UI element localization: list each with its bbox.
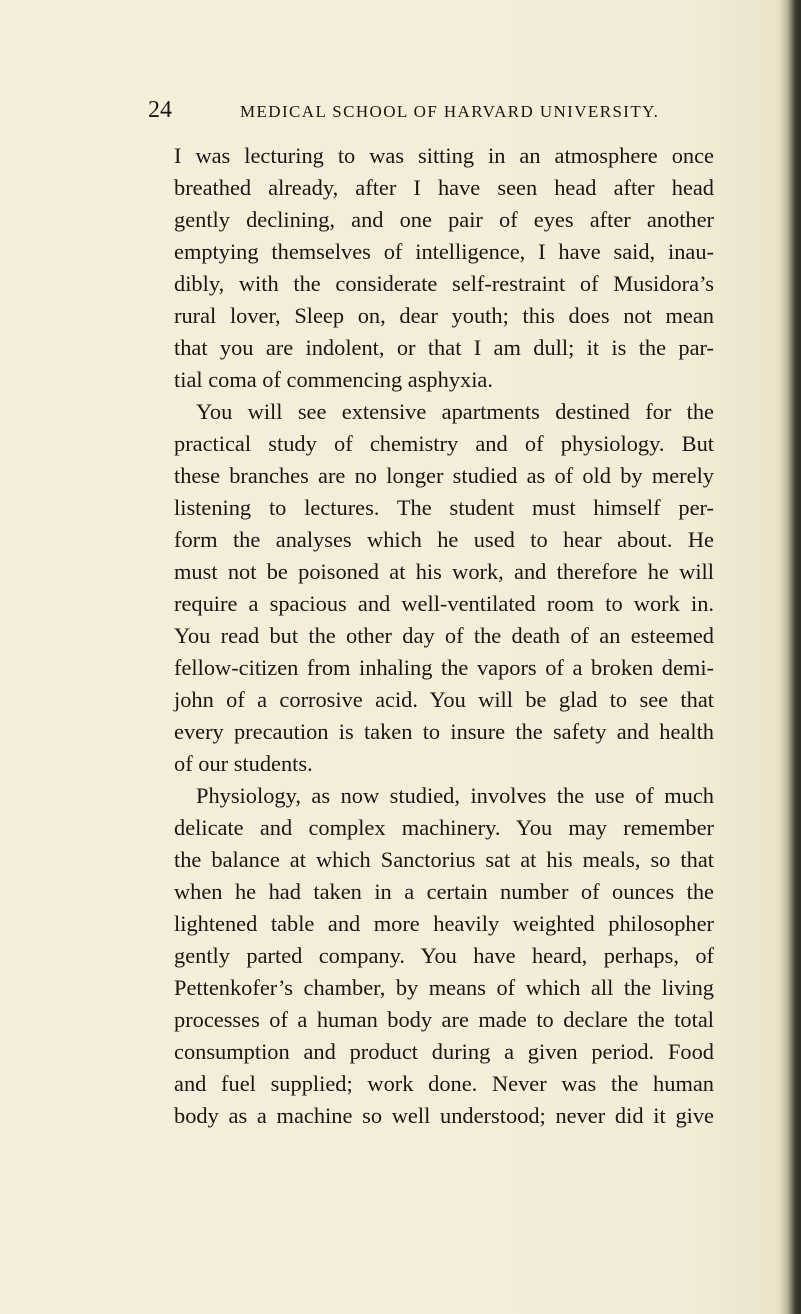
paragraph-start-line: You will see extensive apartments destined for the [196, 399, 714, 424]
text-line: these branches are no longer studied as of old by merely [174, 463, 714, 488]
text-line: emptying themselves of intelligence, I have said, inau- [174, 239, 714, 264]
text-line: lightened table and more heavily weighted philosopher [174, 911, 714, 936]
text-line: rural lover, Sleep on, dear youth; this does not mean [174, 303, 714, 328]
text-line: require a spacious and well-ventilated room to work in. [174, 591, 714, 616]
text-line: You read but the other day of the death of an esteemed [174, 623, 714, 648]
text-line: dibly, with the considerate self-restraint of Musidora’s [174, 271, 714, 296]
text-line: and fuel supplied; work done. Never was the human [174, 1071, 714, 1096]
text-line: I was lecturing to was sitting in an atmosphere once [174, 143, 714, 168]
text-line: breathed already, after I have seen head after head [174, 175, 714, 200]
body-text [174, 140, 714, 1132]
text-line: form the analyses which he used to hear about. He [174, 527, 714, 552]
text-line: gently parted company. You have heard, perhaps, of [174, 943, 714, 968]
text-line: processes of a human body are made to declare the total [174, 1007, 714, 1032]
page-number: 24 [148, 97, 172, 123]
text-line: the balance at which Sanctorius sat at his meals, so that [174, 847, 714, 872]
text-line: consumption and product during a given period. Food [174, 1039, 714, 1064]
text-line: every precaution is taken to insure the safety and health [174, 719, 714, 744]
text-line: Pettenkofer’s chamber, by means of which all the living [174, 975, 714, 1000]
text-line: practical study of chemistry and of physiology. But [174, 431, 714, 456]
running-head: MEDICAL SCHOOL OF HARVARD UNIVERSITY. [240, 102, 660, 121]
text-line: must not be poisoned at his work, and therefore he will [174, 559, 714, 584]
text-line: delicate and complex machinery. You may remember [174, 815, 714, 840]
page-edge-shadow [779, 0, 801, 1314]
page-header [148, 92, 708, 128]
paragraph-start-line: Physiology, as now studied, involves the use of much [196, 783, 714, 808]
text-line: gently declining, and one pair of eyes after another [174, 207, 714, 232]
text-line: john of a corrosive acid. You will be glad to see that [174, 687, 714, 712]
text-line: when he had taken in a certain number of ounces the [174, 879, 714, 904]
text-line: tial coma of commencing asphyxia. [174, 367, 493, 392]
text-line: of our students. [174, 751, 313, 776]
text-line: listening to lectures. The student must himself per- [174, 495, 714, 520]
text-line: fellow-citizen from inhaling the vapors of a broken demi- [174, 655, 714, 680]
text-line: body as a machine so well understood; never did it give [174, 1103, 714, 1128]
text-line: that you are indolent, or that I am dull; it is the par- [174, 335, 714, 360]
